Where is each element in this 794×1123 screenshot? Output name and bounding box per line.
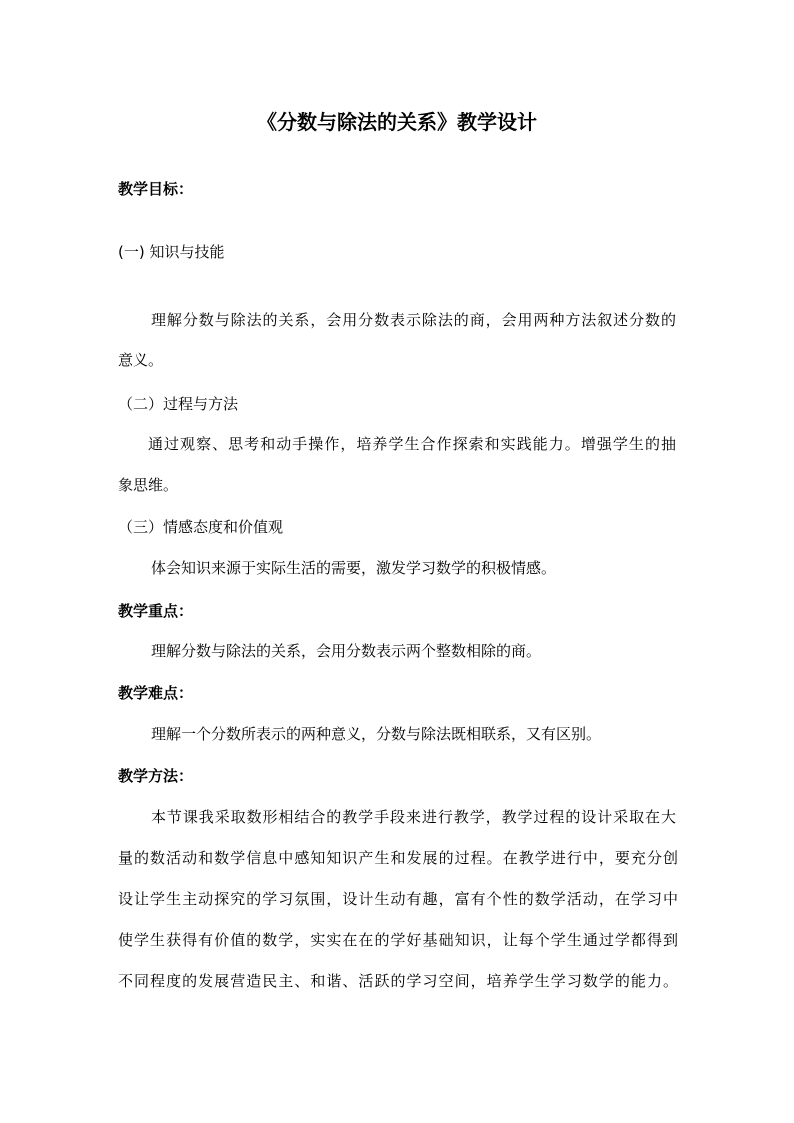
- key-points-text: 理解分数与除法的关系，会用分数表示两个整数相除的商。: [151, 642, 542, 660]
- key-points-heading: 教学重点：: [118, 602, 194, 620]
- methods-line-5: 不同程度的发展营造民主、和谐、活跃的学习空间，培养学生学习数学的能力。: [118, 972, 678, 990]
- objective-1-heading: (一) 知识与技能: [118, 243, 225, 261]
- objective-2-heading: （二）过程与方法: [118, 395, 239, 413]
- difficulties-text: 理解一个分数所表示的两种意义，分数与除法既相联系，又有区别。: [151, 725, 602, 743]
- objective-3-heading: （三）情感态度和价值观: [118, 518, 284, 536]
- objectives-heading: 教学目标：: [118, 180, 194, 198]
- objective-1-text-line2: 意义。: [118, 351, 164, 369]
- methods-line-2: 量的数活动和数学信息中感知知识产生和发展的过程。在教学进行中，要充分创: [118, 849, 678, 867]
- objective-2-text-line2: 象思维。: [118, 476, 179, 494]
- methods-line-3: 设让学生主动探究的学习氛围，设计生动有趣，富有个性的数学活动，在学习中: [118, 890, 678, 908]
- methods-line-4: 使学生获得有价值的数学，实实在在的学好基础知识，让每个学生通过学都得到: [118, 931, 678, 949]
- objective-2-text-line1: 通过观察、思考和动手操作，培养学生合作探索和实践能力。增强学生的抽: [148, 435, 676, 453]
- document-title: 《分数与除法的关系》教学设计: [257, 110, 537, 134]
- difficulties-heading: 教学难点：: [118, 684, 194, 702]
- methods-heading: 教学方法：: [118, 767, 194, 785]
- objective-3-text: 体会知识来源于实际生活的需要，激发学习数学的积极情感。: [151, 559, 557, 577]
- objective-1-text-line1: 理解分数与除法的关系，会用分数表示除法的商，会用两种方法叙述分数的: [151, 311, 676, 329]
- methods-line-1: 本节课我采取数形相结合的教学手段来进行教学，教学过程的设计采取在大: [151, 808, 676, 826]
